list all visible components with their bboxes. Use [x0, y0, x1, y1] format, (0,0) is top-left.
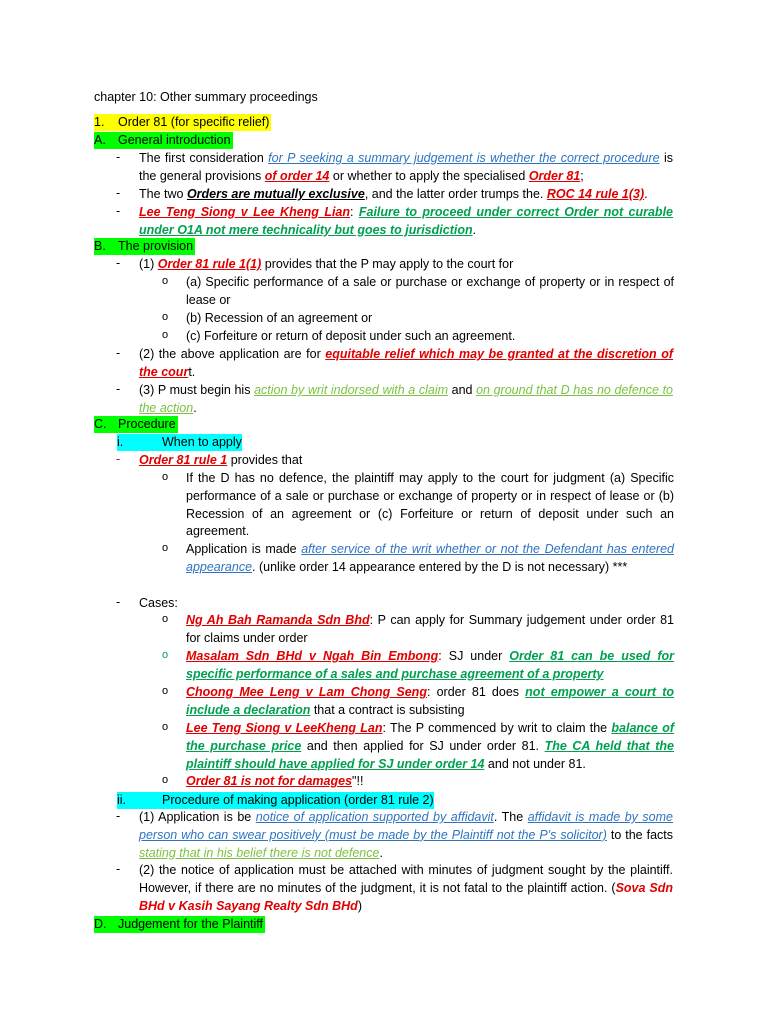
- intro-point-1: The first consideration for P seeking a summary judgement is whether the correct procedure is the general provisions of order 14 or whether to apply the specialised Order 81;: [139, 151, 673, 183]
- bullet-dash: -: [116, 256, 121, 270]
- bullet-circle: o: [162, 774, 169, 786]
- bullet-dash: -: [116, 452, 121, 466]
- provision-sub-c: (c) Forfeiture or return of deposit under such an agreement.: [186, 329, 516, 343]
- bullet-circle: o: [162, 329, 169, 341]
- intro-point-2: The two Orders are mutually exclusive, and the latter order trumps the. ROC 14 rule 1(3).: [139, 187, 648, 201]
- subsection-i-heading: i. When to apply: [117, 435, 242, 449]
- section-a-heading: A. General introduction: [94, 133, 231, 147]
- bullet-circle: o: [162, 649, 169, 661]
- intro-point-3: Lee Teng Siong v Lee Kheng Lian: Failure to proceed under correct Order not curable under O1A not mere technicality but goes to jurisdiction.: [139, 205, 673, 237]
- bullet-dash: -: [116, 186, 121, 200]
- bullet-dash: -: [116, 809, 121, 823]
- procedure-sub-1: If the D has no defence, the plaintiff may apply to the court for judgment (a) Specific performance of a sale or purchase or exchange of property or in respect of lease or (b) Recession of an agreement or (c) Forfeiture or return of deposit under such an agreement.: [186, 471, 674, 539]
- bullet-circle: o: [162, 471, 169, 483]
- section-c-heading: C. Procedure: [94, 417, 176, 431]
- bullet-dash: -: [116, 150, 121, 164]
- bullet-circle: o: [162, 685, 169, 697]
- case-5: Order 81 is not for damages"!!: [186, 774, 364, 788]
- bullet-dash: -: [116, 862, 121, 876]
- section-b-heading: B. The provision: [94, 239, 194, 253]
- case-2: Masalam Sdn BHd v Ngah Bin Embong: SJ under Order 81 can be used for specific performance of a sales and purchase agreement of a property: [186, 649, 675, 681]
- case-1: Ng Ah Bah Ramanda Sdn Bhd: P can apply for Summary judgement under order 81 for claims under order: [186, 613, 675, 645]
- case-4: Lee Teng Siong v LeeKheng Lan: The P commenced by writ to claim the balance of the purchase price and then applied for SJ under order 81. The CA held that the plaintiff should have applied for SJ under order 14 and not under 81.: [186, 721, 674, 771]
- provision-point-3: (3) P must begin his action by writ indorsed with a claim and on ground that D has no defence to the action.: [139, 383, 674, 415]
- application-point-1: (1) Application is be notice of application supported by affidavit. The affidavit is made by some person who can swear positively (must be made by the Plaintiff not the P's solicitor) to the facts stating that in his belief there is not defence.: [139, 810, 673, 860]
- section-d-heading: D. Judgement for the Plaintiff: [94, 917, 263, 931]
- case-3: Choong Mee Leng v Lam Chong Seng: order 81 does not empower a court to include a declaration that a contract is subsisting: [186, 685, 675, 717]
- bullet-circle: o: [162, 542, 169, 554]
- section-1-heading: 1. Order 81 (for specific relief): [94, 115, 270, 129]
- application-point-2: (2) the notice of application must be attached with minutes of judgment sought by the plaintiff. However, if there are no minutes of the judgment, it is not fatal to the plaintiff action. (Sova Sdn BHd v Kasih Sayang Realty Sdn BHd): [139, 863, 673, 913]
- provision-sub-a: (a) Specific performance of a sale or purchase or exchange of property or in respect of lease or: [186, 275, 674, 307]
- bullet-circle: o: [162, 275, 169, 287]
- bullet-circle: o: [162, 721, 169, 733]
- provision-point-2: (2) the above application are for equitable relief which may be granted at the discretion of the court.: [139, 347, 674, 379]
- provision-point-1: (1) Order 81 rule 1(1) provides that the P may apply to the court for: [139, 257, 514, 271]
- bullet-circle: o: [162, 311, 169, 323]
- bullet-dash: -: [116, 595, 121, 609]
- bullet-circle: o: [162, 613, 169, 625]
- page-title: chapter 10: Other summary proceedings: [94, 90, 318, 104]
- provision-sub-b: (b) Recession of an agreement or: [186, 311, 373, 325]
- bullet-dash: -: [116, 382, 121, 396]
- bullet-dash: -: [116, 204, 121, 218]
- subsection-ii-heading: ii. Procedure of making application (order 81 rule 2): [117, 793, 434, 807]
- bullet-dash: -: [116, 346, 121, 360]
- cases-label: Cases:: [139, 596, 178, 610]
- procedure-sub-2: Application is made after service of the writ whether or not the Defendant has entered appearance. (unlike order 14 appearance entered by the D is not necessary) ***: [186, 542, 674, 574]
- procedure-point-1: Order 81 rule 1 provides that: [139, 453, 303, 467]
